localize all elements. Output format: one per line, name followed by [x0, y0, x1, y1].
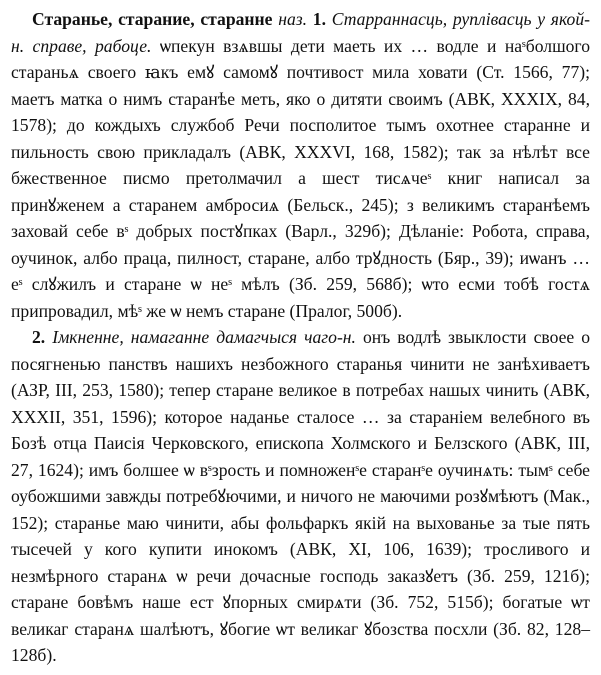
sense-1-citations: ѡпекун взѧвшы дети маеть их … водле и наˢболшого стараньѧ своего ꙗкъ емꙋ самомꙋ почтивост мила ховати (Ст. 1566, 77); маетъ матка о нимъ старанѣе меть, яко о дитяти своимъ (АВК, XXXIX, 84, 1578); до кождыхъ службоб Речи посполитое тымъ охотнее старанне и пильность свою прикладалъ (АВК, XXXVI, 168, 1582); так за нѣлѣт все бжественное писмо претолмачил а шест тисѧчеˢ книг написал за принꙋженем а старанем амбросиѧ (Бельск., 245); з великимъ старанѣемъ заховай себе вˢ добрых постꙋпках (Варл., 329б); Дѣланіе: Робота, справа, оучинок, албо праца, пилност, старане, албо трꙋдность (Бяр., 39); иѡанъ … еˢ слꙋжилъ и старане ѡ неˢ мѣлъ (Зб. 259, 568б); ѡто есми тобѣ гостѧ припровадил, мѣˢ же ѡ немъ старане (Пралог, 500б). — [11, 35, 590, 321]
sense-1-number: 1. — [312, 9, 326, 29]
sense-2-number: 2. — [32, 327, 46, 347]
sense-2-citations: онъ водлѣ звыклости своее о посягненью панствъ нашихъ незбожного старанья чинити не занѣхиваетъ (АЗР, III, 253, 1580); тепер старане великое в потребах нашых чинить (АВК, XXXII, 351, 1596); которое наданье сталосе … за стараніем велебного въ Бозѣ отца Паисія Черковского, епископа Холмского и Белзского (АВК, III, 27, 1624); имъ болшее ѡ вˢзрость и помноженˢе старанˢе оучинѧть: тымˢ себе оубожшими завжды потребꙋючими, и ничого не маючими розꙋмѣютъ (Мак., 152); старанье маю чинити, абы фольфаркъ якій на выхованье за тые пять тысечей у кого купити инокомъ (АВК, XI, 106, 1639); тросливого и незмѣрного старанѧ ѡ речи дочасные господь заказꙋетъ (Зб. 259, 121б); старане бовѣмъ наше ест ꙋпорных смирѧти (Зб. 752, 515б); богатые ѡт великаг старанѧ шалѣютъ, ꙋбогие ѡт великаг ꙋбозства посхли (Зб. 82, 128–128б). — [11, 327, 591, 665]
sense-2-paragraph — [11, 324, 590, 669]
sense-2-gloss: Імкненне, намаганне дамагчыся чаго-н. — [52, 327, 356, 347]
part-of-speech: наз. — [278, 9, 308, 29]
sense-1-gloss: Старраннасць, руплівасць у якой-н. справе, рабоце. — [11, 9, 590, 56]
sense-1-paragraph — [11, 6, 590, 324]
headword: Старанье, старание, старанне — [32, 9, 273, 29]
